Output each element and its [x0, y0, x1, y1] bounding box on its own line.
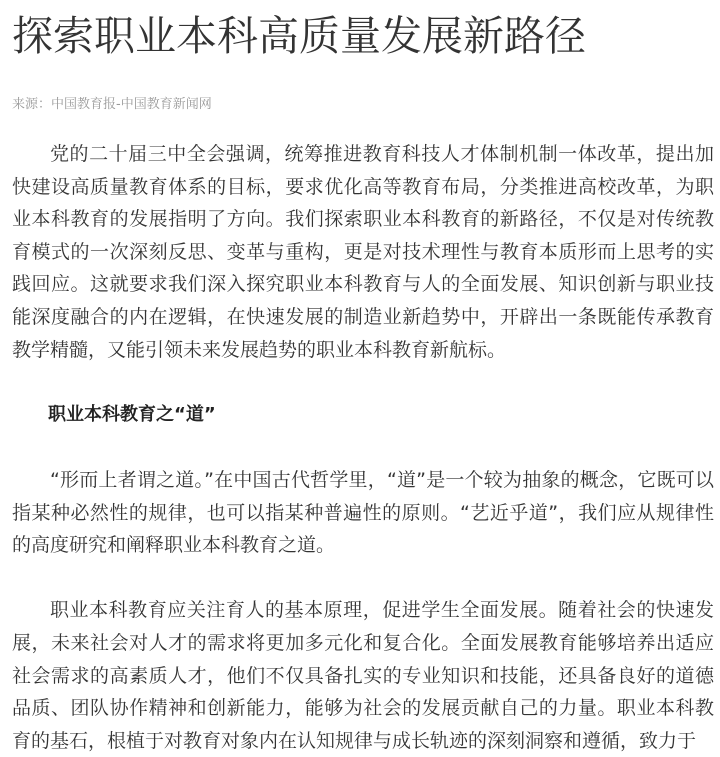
article-title: 探索职业本科高质量发展新路径 — [12, 12, 586, 60]
paragraph-spacer — [12, 562, 714, 595]
article-source: 来源：中国教育报-中国教育新闻网 — [12, 97, 212, 112]
paragraph-dao: “形而上者谓之道。”在中国古代哲学里，“道”是一个较为抽象的概念，它既可以指某种必然性的规律，也可以指某种普遍性的原则。“艺近乎道”，我们应从规律性的高度研究和阐释职业本科教育之道。 — [12, 468, 714, 557]
paragraph-development: 职业本科教育应关注育人的基本原理，促进学生全面发展。随着社会的快速发展，未来社会对人才的需求将更加多元化和复合化。全面发展教育能够培养出适应社会需求的高素质人才，他们不仅具备扎实的专业知识和技能，还具备良好的道德品质、团队协作精神和创新能力，能够为社会的发展贡献自己的力量。职业本科教育的基石，根植于对教育对象内在认知规律与成长轨迹的深刻洞察和遵循，致力于 — [12, 599, 714, 752]
article-body — [12, 138, 714, 757]
paragraph-spacer — [12, 366, 714, 399]
article — [12, 0, 714, 757]
paragraph-spacer — [12, 431, 714, 464]
section-heading: 职业本科教育之“道” — [48, 403, 216, 425]
paragraph-intro: 党的二十届三中全会强调，统筹推进教育科技人才体制机制一体改革，提出加快建设高质量教育体系的目标，要求优化高等教育布局，分类推进高校改革，为职业本科教育的发展指明了方向。我们探索职业本科教育的新路径，不仅是对传统教育模式的一次深刻反思、变革与重构，更是对技术理性与教育本质形而上思考的实践回应。这就要求我们深入探究职业本科教育与人的全面发展、知识创新与职业技能深度融合的内在逻辑，在快速发展的制造业新趋势中，开辟出一条既能传承教育教学精髓，又能引领未来发展趋势的职业本科教育新航标。 — [12, 143, 714, 361]
